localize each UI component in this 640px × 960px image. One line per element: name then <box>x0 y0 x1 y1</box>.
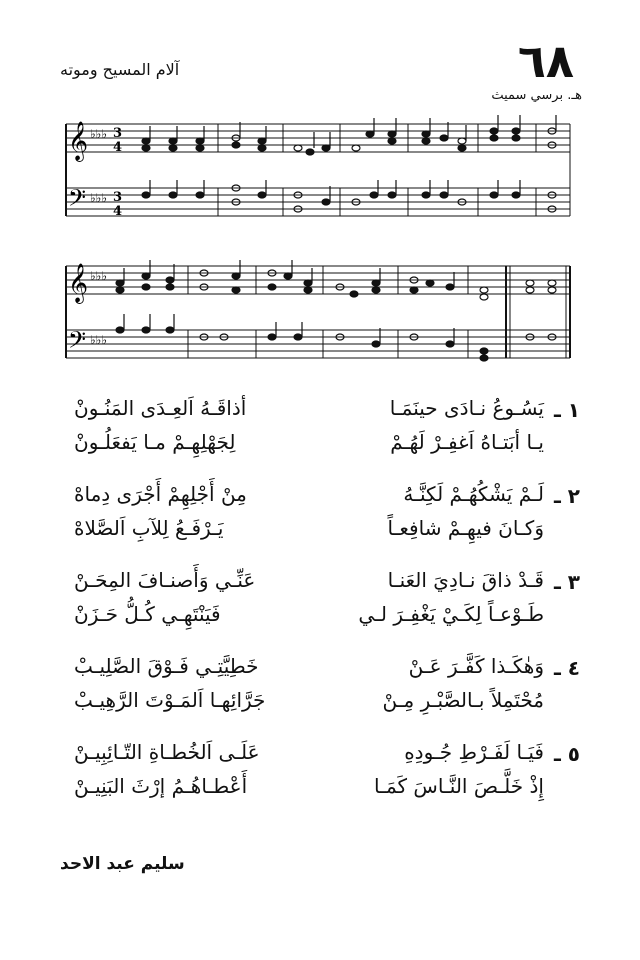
verse-hemistich: لَـمْ يَشْكُهُـمْ لَكِنَّـهُ <box>403 482 544 506</box>
verse-hemistich: مُحْتَمِلاً بـالصَّبْـرِ مِـنْ <box>382 688 544 712</box>
staff-system-1 <box>58 110 574 222</box>
hymn-number: ٦٨ <box>517 34 574 88</box>
time-sig-bottom-bass: 4 <box>113 204 123 219</box>
verse-hemistich: لِجَهْلِهِـمْ مـا يَفعَلُـونْ <box>74 430 236 454</box>
verse-line <box>74 654 544 678</box>
verse-hemistich: مِنْ أَجْلِهِمْ أَجْرَى دِماهْ <box>74 482 247 506</box>
verse-hemistich: إِذْ خَلَّـصَ النَّـاسَ كَمَـا <box>374 774 544 798</box>
verse-line <box>74 602 544 626</box>
verse-number: ٥ ـ <box>553 742 580 766</box>
verse-hemistich: يَسُـوعُ نـادَى حينَمَـا <box>389 396 544 420</box>
verse-hemistich: جَرَّائِهـا اَلمَـوْتَ الرَّهِيـبْ <box>74 688 266 712</box>
verse-3 <box>60 564 580 650</box>
key-signature-flats-bass: ♭♭♭ <box>90 191 107 205</box>
verse-hemistich: خَطِيَّتِـي فَـوْقَ الصَّلِيـبْ <box>74 654 259 678</box>
treble-clef-icon: 𝄞 <box>68 121 89 161</box>
key-signature-flats-bass: ♭♭♭ <box>90 333 107 347</box>
verse-line <box>74 774 544 798</box>
verse-number: ١ ـ <box>553 398 580 422</box>
verse-hemistich: أَعْطـاهُـمُ إرْثَ البَنِيـنْ <box>74 774 248 798</box>
time-sig-top-bass: 3 <box>113 190 123 205</box>
verse-line <box>74 740 544 764</box>
key-signature-flats-treble: ♭♭♭ <box>90 127 107 141</box>
verse-5 <box>60 736 580 822</box>
verse-1 <box>60 392 580 478</box>
verse-line <box>74 482 544 506</box>
verse-hemistich: وَهٰكَـذا كَفَّـرَ عَـنْ <box>408 654 544 678</box>
verse-hemistich: قَـدْ ذاقَ نـادِيَ العَنـا <box>387 568 544 592</box>
verse-hemistich: عَنِّـي وَأَصنـافَ المِحَـنْ <box>74 568 256 592</box>
verse-2 <box>60 478 580 564</box>
verse-line <box>74 396 544 420</box>
verse-line <box>74 688 544 712</box>
music-system-2 <box>58 252 574 370</box>
verse-hemistich: فَيَـا لَفَـرْطِ جُـودِهِ <box>404 740 544 764</box>
time-sig-top-treble: 3 <box>113 126 123 141</box>
lyricist-name: سليم عبد الاحد <box>60 854 185 874</box>
verse-line <box>74 516 544 540</box>
staff-system-2 <box>58 252 574 370</box>
verse-line <box>74 568 544 592</box>
treble-clef-icon: 𝄞 <box>68 263 89 303</box>
verse-hemistich: يـا أبَتـاهُ اَغفِـرْ لَهُـمْ <box>390 430 544 454</box>
notes-system-2 <box>116 260 556 361</box>
bass-clef-icon: 𝄢 <box>68 326 87 359</box>
tune-credit: هـ. برسي سميث <box>491 88 582 103</box>
verses <box>60 392 580 822</box>
verse-hemistich: طَـوْعـاً لِكَـيْ يَغْفِـرَ لـي <box>358 602 544 626</box>
verse-hemistich: عَلَـى اَلخُطـاةِ التّـائِبِيـنْ <box>74 740 260 764</box>
verse-hemistich: فَيَنْتَهِـي كُـلُّ حَـزَنْ <box>74 602 221 626</box>
verse-number: ٤ ـ <box>553 656 580 680</box>
time-sig-bottom-treble: 4 <box>113 140 123 155</box>
bass-clef-icon: 𝄢 <box>68 184 87 217</box>
verse-number: ٣ ـ <box>553 570 580 594</box>
verse-hemistich: يَـرْفَـعُ لِلآبِ اَلصَّلاهْ <box>74 516 224 540</box>
verse-number: ٢ ـ <box>553 484 580 508</box>
notes-system-1 <box>142 115 556 212</box>
verse-hemistich: أذاقَـهُ اَلعِـدَى المَنُـونْ <box>74 396 247 420</box>
music-system-1 <box>58 110 574 222</box>
verse-hemistich: وَكـانَ فيهِـمْ شافِعـاً <box>387 516 544 540</box>
verse-line <box>74 430 544 454</box>
hymn-title: آلام المسيح وموته <box>60 60 180 79</box>
key-signature-flats-treble: ♭♭♭ <box>90 269 107 283</box>
verse-4 <box>60 650 580 736</box>
